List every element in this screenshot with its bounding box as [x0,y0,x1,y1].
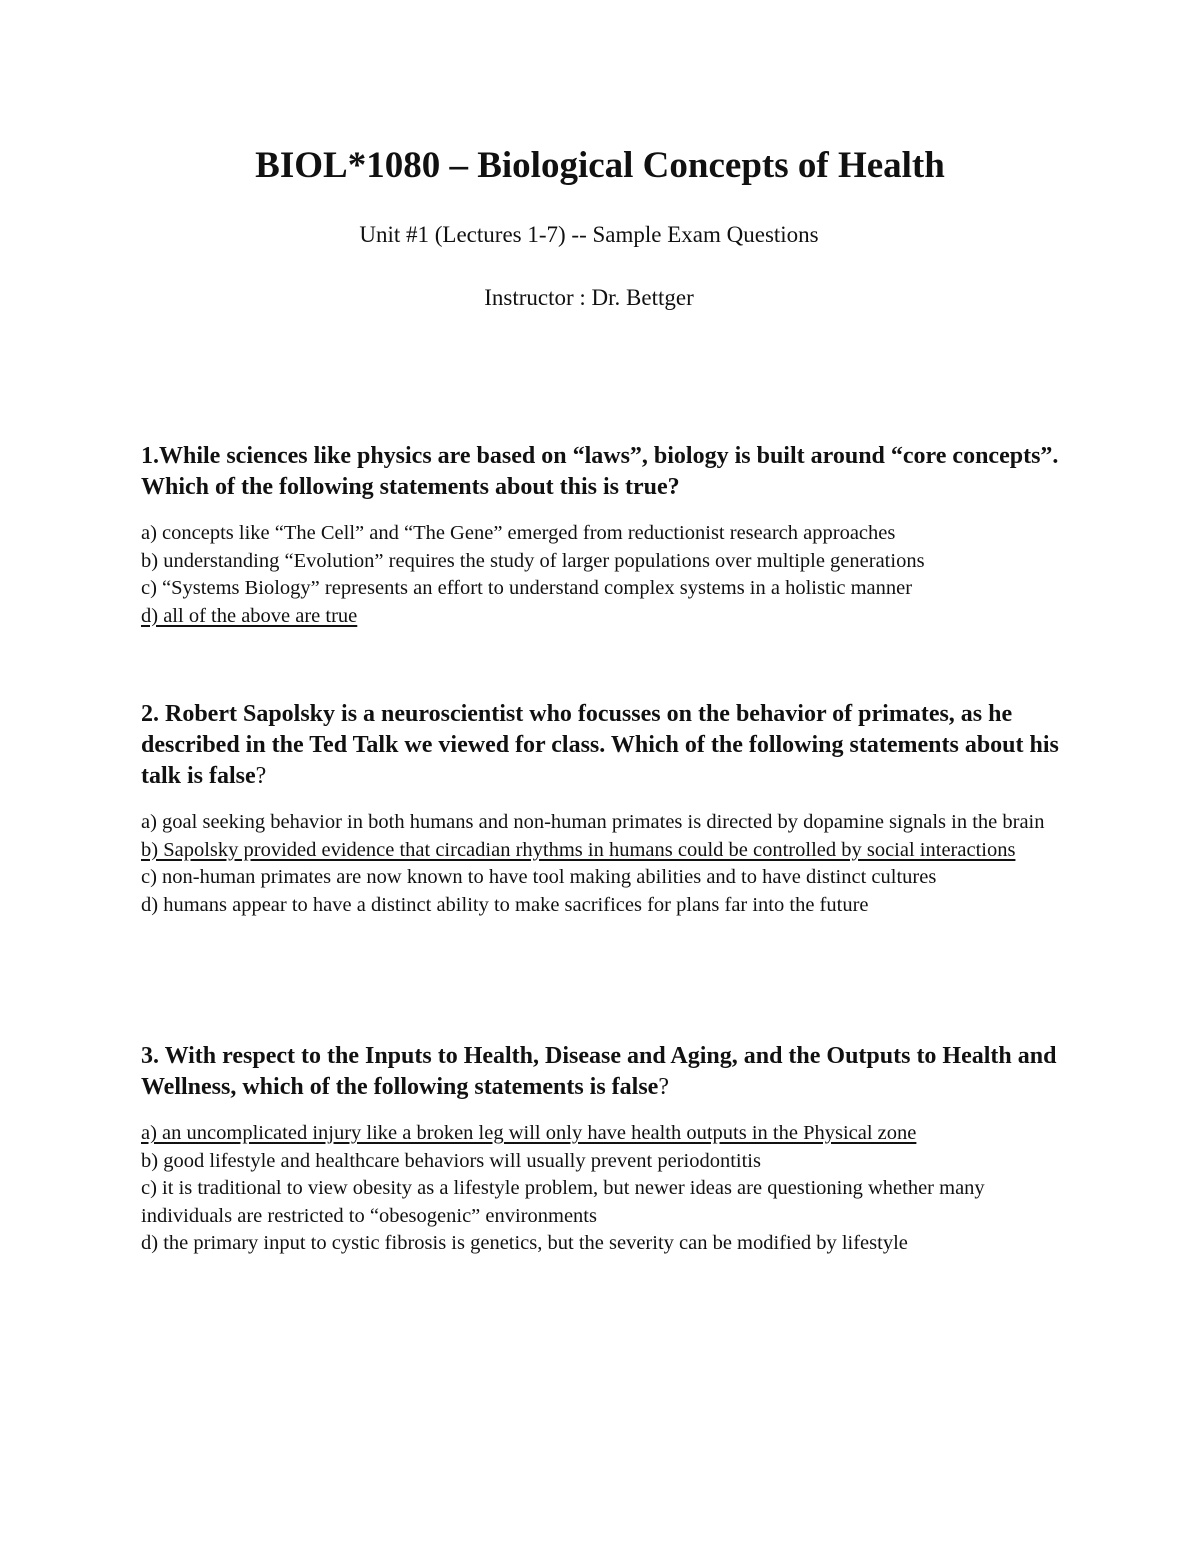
question-3-option-a-answer: a) an uncomplicated injury like a broken leg will only have health outputs in the Physical zone [141,1122,917,1144]
document-subtitle: Unit #1 (Lectures 1-7) -- Sample Exam Questions [359,222,819,247]
question-1-stem: 1.While sciences like physics are based on “laws”, biology is built around “core concepts”. Which of the following statements about this is true? [141,443,1059,500]
question-3-stem-emphasis: false [611,1074,659,1100]
question-2-stem-emphasis: false [209,763,256,789]
question-3 [141,1041,1071,1258]
question-3-stem-text: 3. With respect to the Inputs to Health, Disease and Aging, and the Outputs to Health and Wellness, which of the following statements is [141,1043,1057,1100]
question-2-option-a: a) goal seeking behavior in both humans and non-human primates is directed by dopamine signals in the brain [141,811,1045,833]
question-1-options [141,520,1071,630]
question-2-stem-text: 2. Robert Sapolsky is a neuroscientist who focusses on the behavior of primates, as he described in the Ted Talk we viewed for class. Which of the following statements about his talk is [141,701,1059,789]
question-2-option-b-answer: b) Sapolsky provided evidence that circadian rhythms in humans could be controlled by social interactions [141,838,1016,861]
question-1-option-b: b) understanding “Evolution” requires the study of larger populations over multiple generations [141,549,925,572]
question-2-stem [141,699,1071,792]
question-3-option-c: c) it is traditional to view obesity as a lifestyle problem, but newer ideas are questioning whether many individuals are restricted to “obesogenic” environments [141,1177,985,1227]
question-2-options [141,809,1071,919]
question-3-stem-mark: ? [658,1074,669,1100]
question-1-option-c: c) “Systems Biology” represents an effort to understand complex systems in a holistic manner [141,577,913,599]
question-3-option-b: b) good lifestyle and healthcare behaviors will usually prevent periodontitis [141,1149,761,1172]
document-title: BIOL*1080 – Biological Concepts of Health [255,145,945,186]
question-3-option-d: d) the primary input to cystic fibrosis is genetics, but the severity can be modified by lifestyle [141,1232,908,1254]
question-1-option-a: a) concepts like “The Cell” and “The Gene” emerged from reductionist research approaches [141,522,896,544]
question-3-options [141,1120,1071,1258]
question-3-stem [141,1041,1071,1103]
question-2-option-d: d) humans appear to have a distinct ability to make sacrifices for plans far into the future [141,893,869,916]
question-1 [141,441,1071,630]
instructor-line: Instructor : Dr. Bettger [484,285,694,310]
question-2-stem-mark: ? [255,763,267,789]
question-2-option-c: c) non-human primates are now known to have tool making abilities and to have distinct cultures [141,866,937,888]
question-2 [141,699,1071,919]
question-1-option-d-answer: d) all of the above are true [141,604,358,627]
